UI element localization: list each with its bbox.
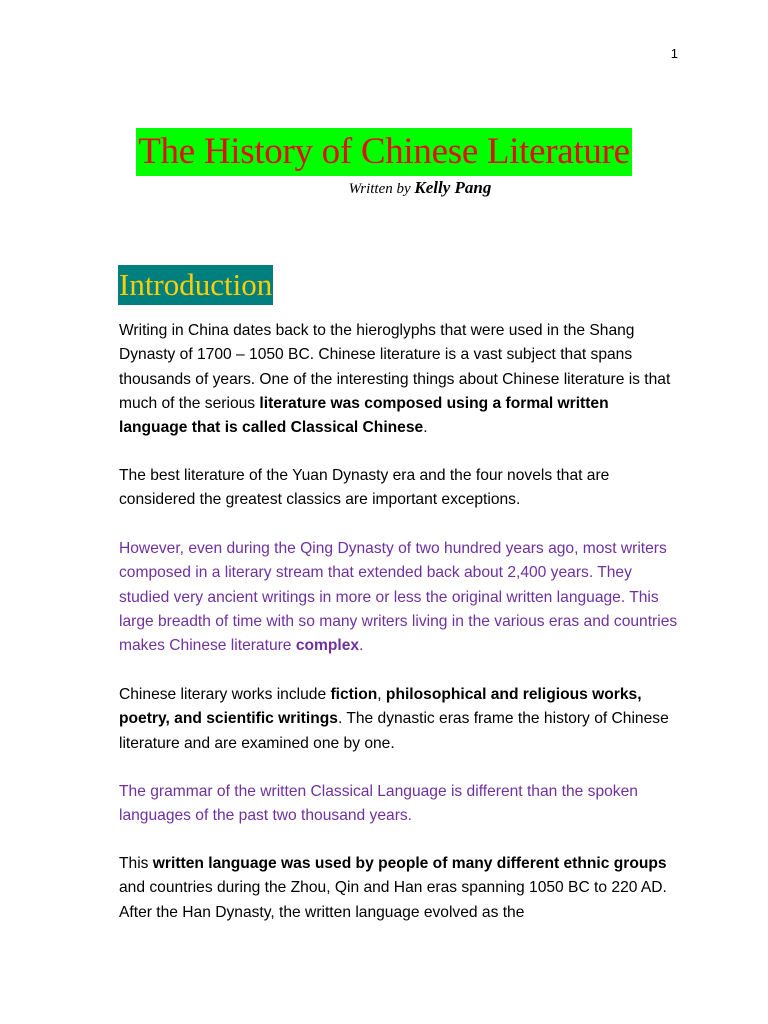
- text-run: This: [119, 855, 153, 872]
- paragraph-1: [119, 319, 679, 440]
- paragraph-6: [119, 852, 679, 925]
- title-block: [0, 128, 768, 176]
- paragraph-4: [119, 683, 679, 756]
- bold-text-run: literature was composed using a formal written language that is called Classical Chinese: [119, 394, 609, 437]
- section-heading: Introduction: [118, 265, 273, 305]
- page-number: 1: [670, 46, 678, 61]
- text-run: The grammar of the written Classical Language is different than the spoken languages of the past two thousand years.: [119, 783, 638, 825]
- byline: [0, 178, 768, 198]
- bold-text-run: written language was used by people of many different ethnic groups: [152, 855, 667, 872]
- paragraph-3: [119, 537, 679, 658]
- text-run: However, even during the Qing Dynasty of two hundred years ago, most writers composed in a literary stream that extended back about 2,400 years. They studied very ancient writings in more or less the original written language. This large breadth of time with so many writers living in the various eras and countries makes Chinese literature: [119, 540, 678, 655]
- text-run: ,: [377, 686, 386, 703]
- bold-text-run: philosophical and religious works, poetry, and scientific writings: [119, 686, 642, 728]
- text-run: .: [423, 419, 428, 437]
- bold-text-run: fiction: [330, 686, 378, 703]
- bold-text-run: complex: [295, 637, 360, 655]
- byline-prefix: Written by: [348, 181, 411, 197]
- paragraph-5: [119, 780, 679, 829]
- text-run: The best literature of the Yuan Dynasty era and the four novels that are considered the greatest classics are important exceptions.: [119, 467, 610, 509]
- text-run: Writing in China dates back to the hieroglyphs that were used in the Shang Dynasty of 1700 – 1050 BC. Chinese literature is a vast subject that spans thousands of years. One of the interesting things about Chinese literature is that much of the serious: [119, 322, 671, 412]
- text-run: and countries during the Zhou, Qin and Han eras spanning 1050 BC to 220 AD. After the Han Dynasty, the written language evolved as the: [119, 879, 667, 921]
- paragraph-2: [119, 464, 679, 513]
- text-run: .: [359, 637, 364, 655]
- text-run: Chinese literary works include: [119, 686, 331, 703]
- byline-author: Kelly Pang: [414, 178, 492, 197]
- document-title: The History of Chinese Literature: [136, 128, 632, 176]
- text-run: . The dynastic eras frame the history of Chinese literature and are examined one by one.: [119, 710, 669, 752]
